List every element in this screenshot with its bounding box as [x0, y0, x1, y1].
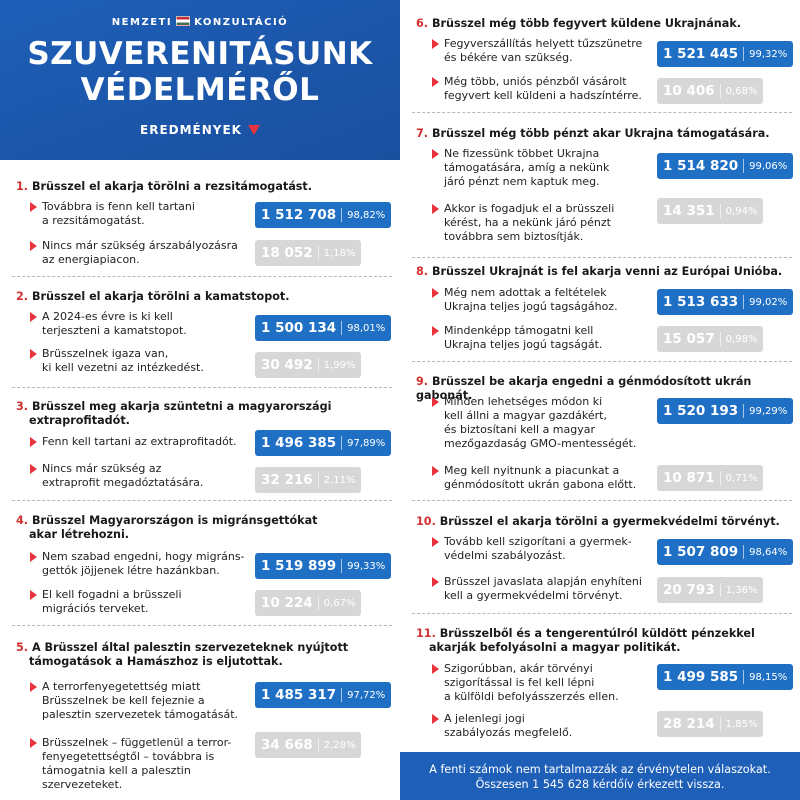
answer-line: és békére van szükség.: [444, 51, 573, 64]
vote-percentage: 0,68%: [725, 85, 758, 97]
bullet-arrow-icon: [30, 437, 37, 447]
winning-result-badge: [657, 153, 793, 179]
badge-divider: [743, 47, 744, 61]
question-number: 9.: [416, 375, 432, 388]
question-title-line: Brüsszel Magyarországon is migránsgettókat: [31, 514, 318, 527]
result-badge: [657, 465, 763, 491]
kicker-left: NEMZETI: [111, 17, 173, 28]
bullet-arrow-icon: [30, 552, 37, 562]
answer-line: Fegyverszállítás helyett tűzszünetre: [444, 37, 643, 50]
question-title: [16, 180, 392, 194]
answer-line: Mindenképp támogatni kell: [444, 324, 594, 337]
answer-option-text: [444, 286, 651, 314]
answer-option-text: [42, 200, 249, 228]
question-number: 6.: [416, 17, 432, 30]
answer-line: A terrorfenyegetettség miatt: [42, 680, 201, 693]
vote-percentage: 1,18%: [323, 247, 356, 259]
question-title: [16, 514, 392, 542]
vote-percentage: 99,02%: [749, 296, 788, 308]
question-title: [416, 17, 792, 31]
question-number: 7.: [416, 127, 432, 140]
badge-divider: [720, 717, 721, 731]
answer-line: az energiapiacon.: [42, 253, 140, 266]
answer-line: járó pénzt nem kaptuk meg.: [444, 175, 600, 188]
answer-option-text: [444, 395, 651, 451]
question-title-line: A Brüsszel által palesztin szervezeteknek nyújtott: [31, 641, 349, 654]
answer-option-text: [444, 662, 651, 704]
answer-line: támogatására, amíg a nekünk: [444, 161, 610, 174]
vote-percentage: 99,32%: [749, 48, 788, 60]
bullet-arrow-icon: [30, 312, 37, 322]
question-number: 5.: [16, 641, 32, 654]
answer-line: Továbbra is fenn kell tartani: [42, 200, 195, 213]
header-banner: [0, 0, 400, 160]
bullet-arrow-icon: [30, 349, 37, 359]
vote-percentage: 98,15%: [749, 671, 788, 683]
answer-option-text: [42, 310, 249, 338]
answer-line: migrációs terveket.: [42, 602, 149, 615]
answer-option-text: [42, 239, 249, 267]
question-title-line: Brüsszel el akarja törölni a gyermekvédelmi törvényt.: [439, 515, 780, 528]
question-title-line: Brüsszel be akarja engedni a génmódosított ukrán gabonát.: [416, 375, 752, 402]
badge-divider: [318, 358, 319, 372]
vote-count: 20 793: [663, 582, 715, 598]
question-title-line: Brüsszel el akarja törölni a kamatstopot.: [31, 290, 290, 303]
answer-line: Ukrajna teljes jogú tagságához.: [444, 300, 618, 313]
vote-percentage: 98,82%: [347, 209, 386, 221]
winning-result-badge: [657, 41, 793, 67]
bullet-arrow-icon: [30, 738, 37, 748]
vote-percentage: 0,71%: [725, 472, 758, 484]
vote-percentage: 0,94%: [725, 205, 758, 217]
badge-divider: [720, 332, 721, 346]
vote-count: 10 406: [663, 83, 715, 99]
triangle-down-icon: [248, 125, 260, 135]
result-badge: [255, 732, 361, 758]
vote-count: 14 351: [663, 203, 715, 219]
vote-count: 1 519 899: [261, 558, 337, 574]
answer-line: Brüsszelnek igaza van,: [42, 347, 169, 360]
vote-count: 1 496 385: [261, 435, 337, 451]
answer-line: A 2024-es évre is ki kell: [42, 310, 173, 323]
badge-divider: [743, 404, 744, 418]
bullet-arrow-icon: [30, 682, 37, 692]
bullet-arrow-icon: [432, 326, 439, 336]
vote-percentage: 0,67%: [323, 597, 356, 609]
bullet-arrow-icon: [432, 466, 439, 476]
answer-option-text: [42, 550, 249, 578]
answer-line: génmódosított ukrán gabona előtt.: [444, 478, 637, 491]
vote-count: 1 512 708: [261, 207, 337, 223]
answer-line: fenyegetettségtől – továbbra is: [42, 750, 215, 763]
badge-divider: [318, 473, 319, 487]
vote-percentage: 98,01%: [347, 322, 386, 334]
vote-count: 18 052: [261, 245, 313, 261]
footer-line1: A fenti számok nem tartalmazzák az érvénytelen válaszokat.: [429, 763, 771, 776]
consultation-kicker: [0, 16, 400, 28]
answer-line: Ne fizessünk többet Ukrajna: [444, 147, 600, 160]
answer-line: Még nem adottak a feltételek: [444, 286, 607, 299]
question-title-line: extraprofitadót.: [29, 414, 130, 427]
vote-percentage: 2,11%: [323, 474, 356, 486]
dashed-divider: [412, 361, 792, 362]
question-title-line: Brüsszel el akarja törölni a rezsitámogatást.: [31, 180, 313, 193]
question-title-line: akarják befolyásolni a magyar politikát.: [429, 641, 681, 654]
result-badge: [657, 326, 763, 352]
footer-note: [400, 752, 800, 800]
answer-line: A jelenlegi jogi: [444, 712, 525, 725]
vote-count: 30 492: [261, 357, 313, 373]
vote-percentage: 1,85%: [725, 718, 758, 730]
result-badge: [255, 352, 361, 378]
page-title-line2: VÉDELMÉRŐL: [80, 72, 320, 108]
winning-result-badge: [255, 430, 391, 456]
result-badge: [255, 240, 361, 266]
answer-option-text: [444, 712, 651, 740]
dashed-divider: [12, 500, 392, 501]
bullet-arrow-icon: [30, 202, 37, 212]
vote-count: 1 485 317: [261, 687, 337, 703]
answer-option-text: [42, 588, 249, 616]
dashed-divider: [412, 500, 792, 501]
badge-divider: [720, 583, 721, 597]
answer-line: Brüsszelnek be kell fejeznie a: [42, 694, 205, 707]
bullet-arrow-icon: [30, 241, 37, 251]
answer-option-text: [42, 462, 249, 490]
vote-count: 1 513 633: [663, 294, 739, 310]
answer-line: kérést, ha a nekünk járó pénzt: [444, 216, 611, 229]
hungarian-flag-icon: [176, 16, 190, 26]
vote-count: 10 871: [663, 470, 715, 486]
answer-line: szigorítással is fel kell lépni: [444, 676, 595, 689]
question-title-line: Brüsszelből és a tengerentúlról küldött pénzekkel: [439, 627, 755, 640]
answer-line: Még több, uniós pénzből vásárolt: [444, 75, 627, 88]
vote-count: 28 214: [663, 716, 715, 732]
question-number: 1.: [16, 180, 32, 193]
badge-divider: [341, 321, 342, 335]
bullet-arrow-icon: [432, 397, 439, 407]
question-title-line: akar létrehozni.: [29, 528, 130, 541]
winning-result-badge: [255, 315, 391, 341]
question-title-line: Brüsszel meg akarja szüntetni a magyarországi: [31, 400, 332, 413]
answer-line: El kell fogadni a brüsszeli: [42, 588, 182, 601]
footer-line2: Összesen 1 545 628 kérdőív érkezett vissza.: [475, 778, 725, 791]
vote-count: 1 520 193: [663, 403, 739, 419]
answer-option-text: [444, 37, 651, 65]
answer-option-text: [42, 680, 249, 722]
answer-option-text: [444, 202, 651, 244]
question-number: 8.: [416, 265, 432, 278]
badge-divider: [720, 84, 721, 98]
vote-percentage: 99,33%: [347, 560, 386, 572]
dashed-divider: [412, 257, 792, 258]
answer-line: extraprofit megadóztatására.: [42, 476, 204, 489]
answer-option-text: [444, 464, 651, 492]
badge-divider: [341, 436, 342, 450]
vote-count: 32 216: [261, 472, 313, 488]
answer-line: és biztosítani kell a magyar: [444, 423, 596, 436]
question-title: [416, 627, 792, 655]
answer-line: Ukrajna teljes jogú tagságát.: [444, 338, 603, 351]
dashed-divider: [412, 613, 792, 614]
answer-option-text: [444, 575, 651, 603]
results-label-text: EREDMÉNYEK: [140, 123, 242, 137]
badge-divider: [720, 471, 721, 485]
vote-count: 1 521 445: [663, 46, 739, 62]
winning-result-badge: [255, 553, 391, 579]
badge-divider: [341, 559, 342, 573]
answer-line: Minden lehetséges módon ki: [444, 395, 603, 408]
bullet-arrow-icon: [432, 288, 439, 298]
answer-line: Nem szabad engedni, hogy migráns-: [42, 550, 245, 563]
badge-divider: [318, 738, 319, 752]
answer-line: kell a gyermekvédelmi törvényt.: [444, 589, 623, 602]
vote-percentage: 1,99%: [323, 359, 356, 371]
answer-line: Meg kell nyitnunk a piacunkat a: [444, 464, 620, 477]
answer-option-text: [444, 147, 651, 189]
dashed-divider: [12, 387, 392, 388]
answer-line: Nincs már szükség árszabályozásra: [42, 239, 238, 252]
bullet-arrow-icon: [30, 464, 37, 474]
page-title-line1: SZUVERENITÁSUNK: [27, 36, 373, 72]
question-title-line: Brüsszel Ukrajnát is fel akarja venni az Európai Unióba.: [431, 265, 783, 278]
answer-line: fegyvert kell küldeni a hadszíntérre.: [444, 89, 642, 102]
answer-option-text: [42, 736, 249, 792]
answer-option-text: [444, 324, 651, 352]
answer-line: Tovább kell szigorítani a gyermek-: [444, 535, 632, 548]
question-title: [16, 400, 392, 428]
vote-percentage: 0,98%: [725, 333, 758, 345]
bullet-arrow-icon: [432, 577, 439, 587]
question-number: 10.: [416, 515, 440, 528]
question-title: [416, 515, 792, 529]
winning-result-badge: [657, 539, 793, 565]
answer-line: kell állni a magyar gazdákért,: [444, 409, 607, 422]
vote-percentage: 98,64%: [749, 546, 788, 558]
badge-divider: [743, 159, 744, 173]
answer-line: a külföldi befolyásszerzés ellen.: [444, 690, 619, 703]
dashed-divider: [12, 625, 392, 626]
answer-line: szabályozás megfelelő.: [444, 726, 573, 739]
bullet-arrow-icon: [432, 664, 439, 674]
badge-divider: [341, 208, 342, 222]
badge-divider: [743, 670, 744, 684]
question-number: 4.: [16, 514, 32, 527]
question-number: 2.: [16, 290, 32, 303]
vote-count: 1 499 585: [663, 669, 739, 685]
dashed-divider: [412, 112, 792, 113]
answer-option-text: [42, 435, 249, 449]
answer-line: Nincs már szükség az: [42, 462, 162, 475]
result-badge: [255, 590, 361, 616]
vote-percentage: 99,29%: [749, 405, 788, 417]
answer-line: Szigorúbban, akár törvényi: [444, 662, 593, 675]
badge-divider: [720, 204, 721, 218]
answer-line: mezőgazdaság GMO-mentességét.: [444, 437, 637, 450]
vote-count: 10 224: [261, 595, 313, 611]
badge-divider: [318, 596, 319, 610]
winning-result-badge: [657, 289, 793, 315]
winning-result-badge: [657, 398, 793, 424]
kicker-right: KONZULTÁCIÓ: [194, 17, 289, 28]
question-title: [16, 290, 392, 304]
vote-count: 34 668: [261, 737, 313, 753]
question-title-line: Brüsszel még több fegyvert küldene Ukrajnának.: [431, 17, 742, 30]
dashed-divider: [12, 276, 392, 277]
vote-percentage: 97,89%: [347, 437, 386, 449]
bullet-arrow-icon: [30, 590, 37, 600]
question-title: [416, 265, 792, 279]
bullet-arrow-icon: [432, 39, 439, 49]
vote-percentage: 99,06%: [749, 160, 788, 172]
answer-line: Akkor is fogadjuk el a brüsszeli: [444, 202, 615, 215]
vote-percentage: 97,72%: [347, 689, 386, 701]
results-label: [0, 123, 400, 137]
bullet-arrow-icon: [432, 204, 439, 214]
vote-count: 1 514 820: [663, 158, 739, 174]
badge-divider: [743, 545, 744, 559]
bullet-arrow-icon: [432, 77, 439, 87]
bullet-arrow-icon: [432, 149, 439, 159]
answer-line: ki kell vezetni az intézkedést.: [42, 361, 204, 374]
answer-line: Brüsszelnek – függetlenül a terror-: [42, 736, 232, 749]
vote-percentage: 1,36%: [725, 584, 758, 596]
badge-divider: [318, 246, 319, 260]
answer-line: támogatnia kell a palesztin szervezeteket.: [42, 764, 191, 791]
vote-percentage: 2,28%: [323, 739, 356, 751]
result-badge: [657, 78, 763, 104]
answer-line: palesztin szervezetek támogatását.: [42, 708, 239, 721]
answer-line: a rezsitámogatást.: [42, 214, 145, 227]
question-title: [416, 127, 792, 141]
bullet-arrow-icon: [432, 537, 439, 547]
answer-line: terjeszteni a kamatstopot.: [42, 324, 187, 337]
result-badge: [657, 711, 763, 737]
question-title-line: támogatások a Hamászhoz is eljutottak.: [29, 655, 283, 668]
winning-result-badge: [657, 664, 793, 690]
question-title-line: Brüsszel még több pénzt akar Ukrajna támogatására.: [431, 127, 770, 140]
vote-count: 1 500 134: [261, 320, 337, 336]
result-badge: [657, 198, 763, 224]
winning-result-badge: [255, 682, 391, 708]
question-number: 3.: [16, 400, 32, 413]
winning-result-badge: [255, 202, 391, 228]
result-badge: [255, 467, 361, 493]
answer-option-text: [42, 347, 249, 375]
result-badge: [657, 577, 763, 603]
answer-line: továbbra sem biztosítják.: [444, 230, 584, 243]
bullet-arrow-icon: [432, 714, 439, 724]
vote-count: 1 507 809: [663, 544, 739, 560]
answer-line: védelmi szabályozást.: [444, 549, 566, 562]
answer-line: gettók jöjjenek létre hazánkban.: [42, 564, 220, 577]
badge-divider: [743, 295, 744, 309]
answer-line: Fenn kell tartani az extraprofitadót.: [42, 435, 237, 448]
answer-option-text: [444, 75, 651, 103]
question-number: 11.: [416, 627, 440, 640]
badge-divider: [341, 688, 342, 702]
vote-count: 15 057: [663, 331, 715, 347]
answer-option-text: [444, 535, 651, 563]
answer-line: Brüsszel javaslata alapján enyhíteni: [444, 575, 642, 588]
question-title: [16, 641, 392, 669]
